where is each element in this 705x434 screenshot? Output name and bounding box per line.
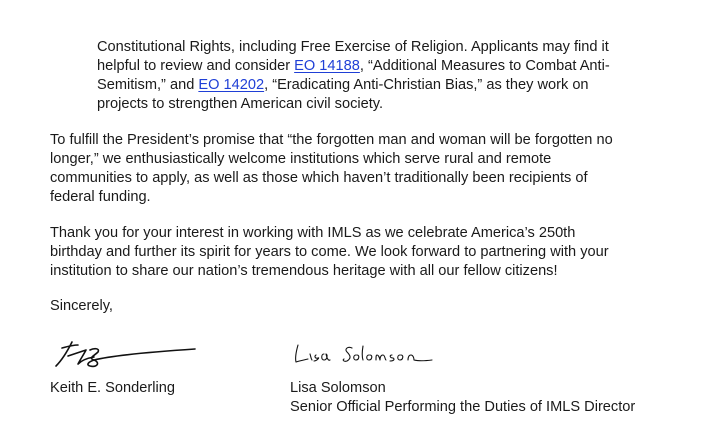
paragraph-line: To fulfill the President’s promise that “the forgotten man and woman will be forgotten no (50, 132, 613, 148)
paragraph-thank-you (50, 224, 609, 281)
signature-cursive-right (290, 340, 460, 370)
signer-title-right: Senior Official Performing the Duties of IMLS Director (290, 399, 636, 415)
signer-name-left: Keith E. Sonderling (50, 380, 175, 396)
eo-14188-link[interactable]: EO 14188 (294, 58, 360, 74)
paragraph-constitutional-rights (97, 38, 610, 114)
paragraph-line: Thank you for your interest in working with IMLS as we celebrate America’s 250th (50, 225, 576, 241)
signature-keith-sonderling (50, 338, 210, 372)
paragraph-line (97, 57, 610, 76)
signer-name-right: Lisa Solomson (290, 380, 386, 396)
paragraph-line: federal funding. (50, 189, 151, 205)
paragraph-text: helpful to review and consider (97, 58, 295, 74)
signature-scribble-left (50, 338, 210, 372)
paragraph-text: , “Additional Measures to Combat Anti- (359, 58, 610, 74)
paragraph-line (97, 76, 610, 95)
paragraph-text: , “Eradicating Anti-Christian Bias,” as they work on (264, 77, 589, 93)
paragraph-line: communities to apply, as well as those which haven’t traditionally been recipients of (50, 170, 588, 186)
closing-salutation: Sincerely, (50, 298, 113, 314)
paragraph-line: institution to share our nation’s tremendous heritage with all our fellow citizens! (50, 263, 558, 279)
paragraph-line: projects to strengthen American civil society. (97, 96, 384, 112)
signature-lisa-solomson (290, 340, 460, 370)
paragraph-line: longer,” we enthusiastically welcome institutions which serve rural and remote (50, 151, 552, 167)
paragraph-text: Semitism,” and (97, 77, 199, 93)
paragraph-line: Constitutional Rights, including Free Exercise of Religion. Applicants may find it (97, 39, 609, 55)
eo-14202-link[interactable]: EO 14202 (198, 77, 265, 93)
paragraph-forgotten-man (50, 131, 613, 207)
paragraph-line: birthday and further its spirit for years to come. We look forward to partnering with your (50, 244, 609, 260)
